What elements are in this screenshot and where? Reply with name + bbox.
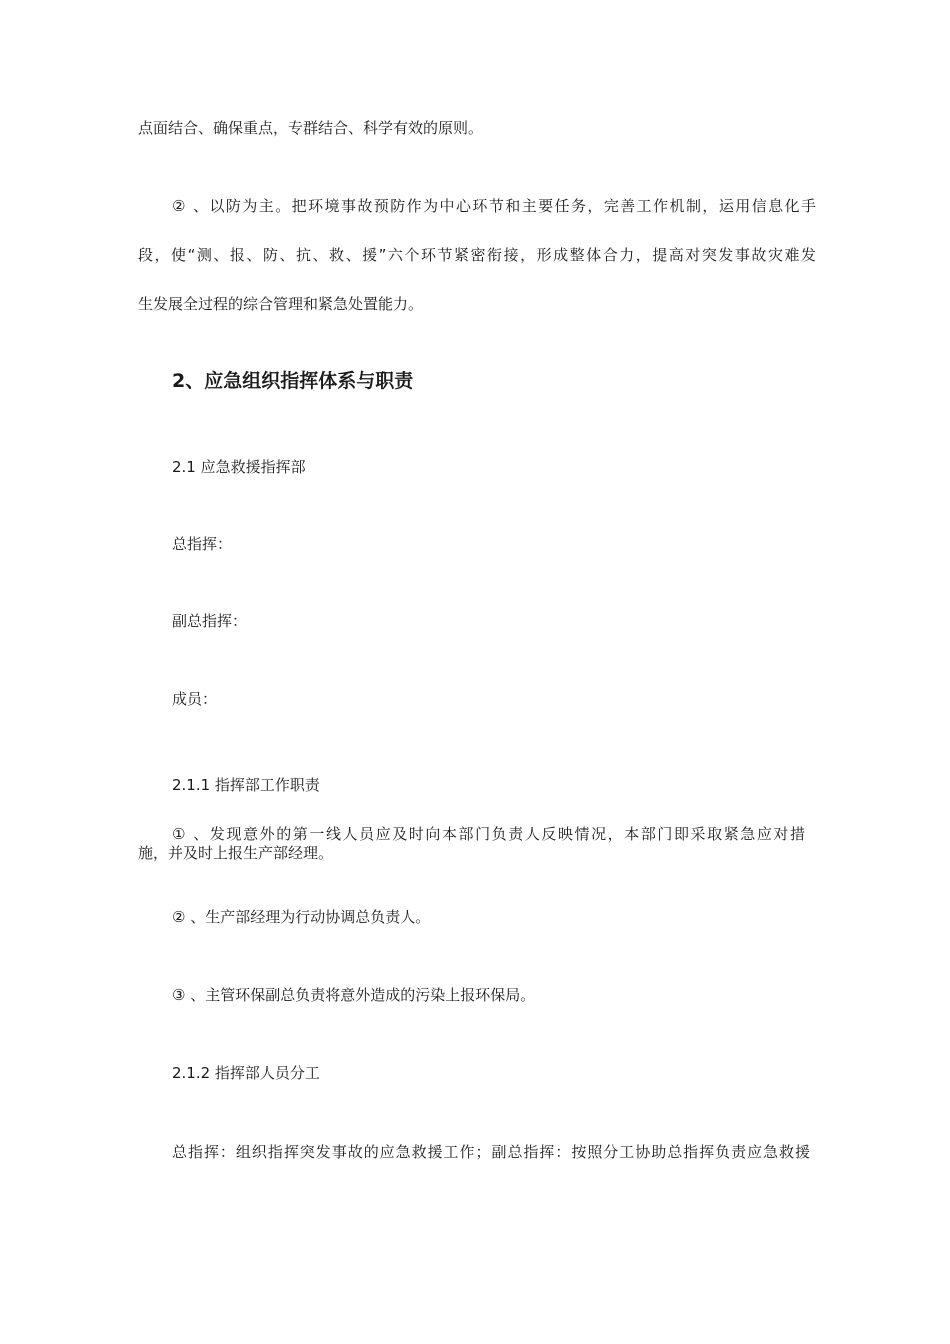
members-label: 成员： (172, 690, 218, 708)
duty-item-1-line: 施，并及时上报生产部经理。 (138, 844, 334, 862)
paragraph-line: 总指挥：组织指挥突发事故的应急救援工作；副总指挥：按照分工协助总指挥负责应急救援 (172, 1143, 810, 1161)
duty-item-1-line: ① 、发现意外的第一线人员应及时向本部门负责人反映情况，本部门即采取紧急应对措 (172, 825, 805, 843)
duty-item-3: ③ 、主管环保副总负责将意外造成的污染上报环保局。 (172, 986, 536, 1004)
subsection-heading: 2.1 应急救援指挥部 (172, 458, 306, 476)
commander-label: 总指挥： (172, 535, 233, 553)
subsection-heading: 2.1.2 指挥部人员分工 (172, 1064, 320, 1082)
list-item-2-line: 段，使“测、报、防、抗、救、援”六个环节紧密衔接，形成整体合力，提高对突发事故灾难发 (138, 246, 816, 264)
section-heading: 2、应急组织指挥体系与职责 (172, 370, 414, 392)
subsection-heading: 2.1.1 指挥部工作职责 (172, 776, 320, 794)
duty-item-2: ② 、生产部经理为行动协调总负责人。 (172, 908, 431, 926)
list-item-2-line: ② 、以防为主。把环境事故预防作为中心环节和主要任务，完善工作机制，运用信息化手 (172, 197, 816, 215)
paragraph-line: 点面结合、确保重点，专群结合、科学有效的原则。 (138, 119, 484, 137)
list-item-2-line: 生发展全过程的综合管理和紧急处置能力。 (138, 295, 424, 313)
deputy-commander-label: 副总指挥： (172, 612, 248, 630)
